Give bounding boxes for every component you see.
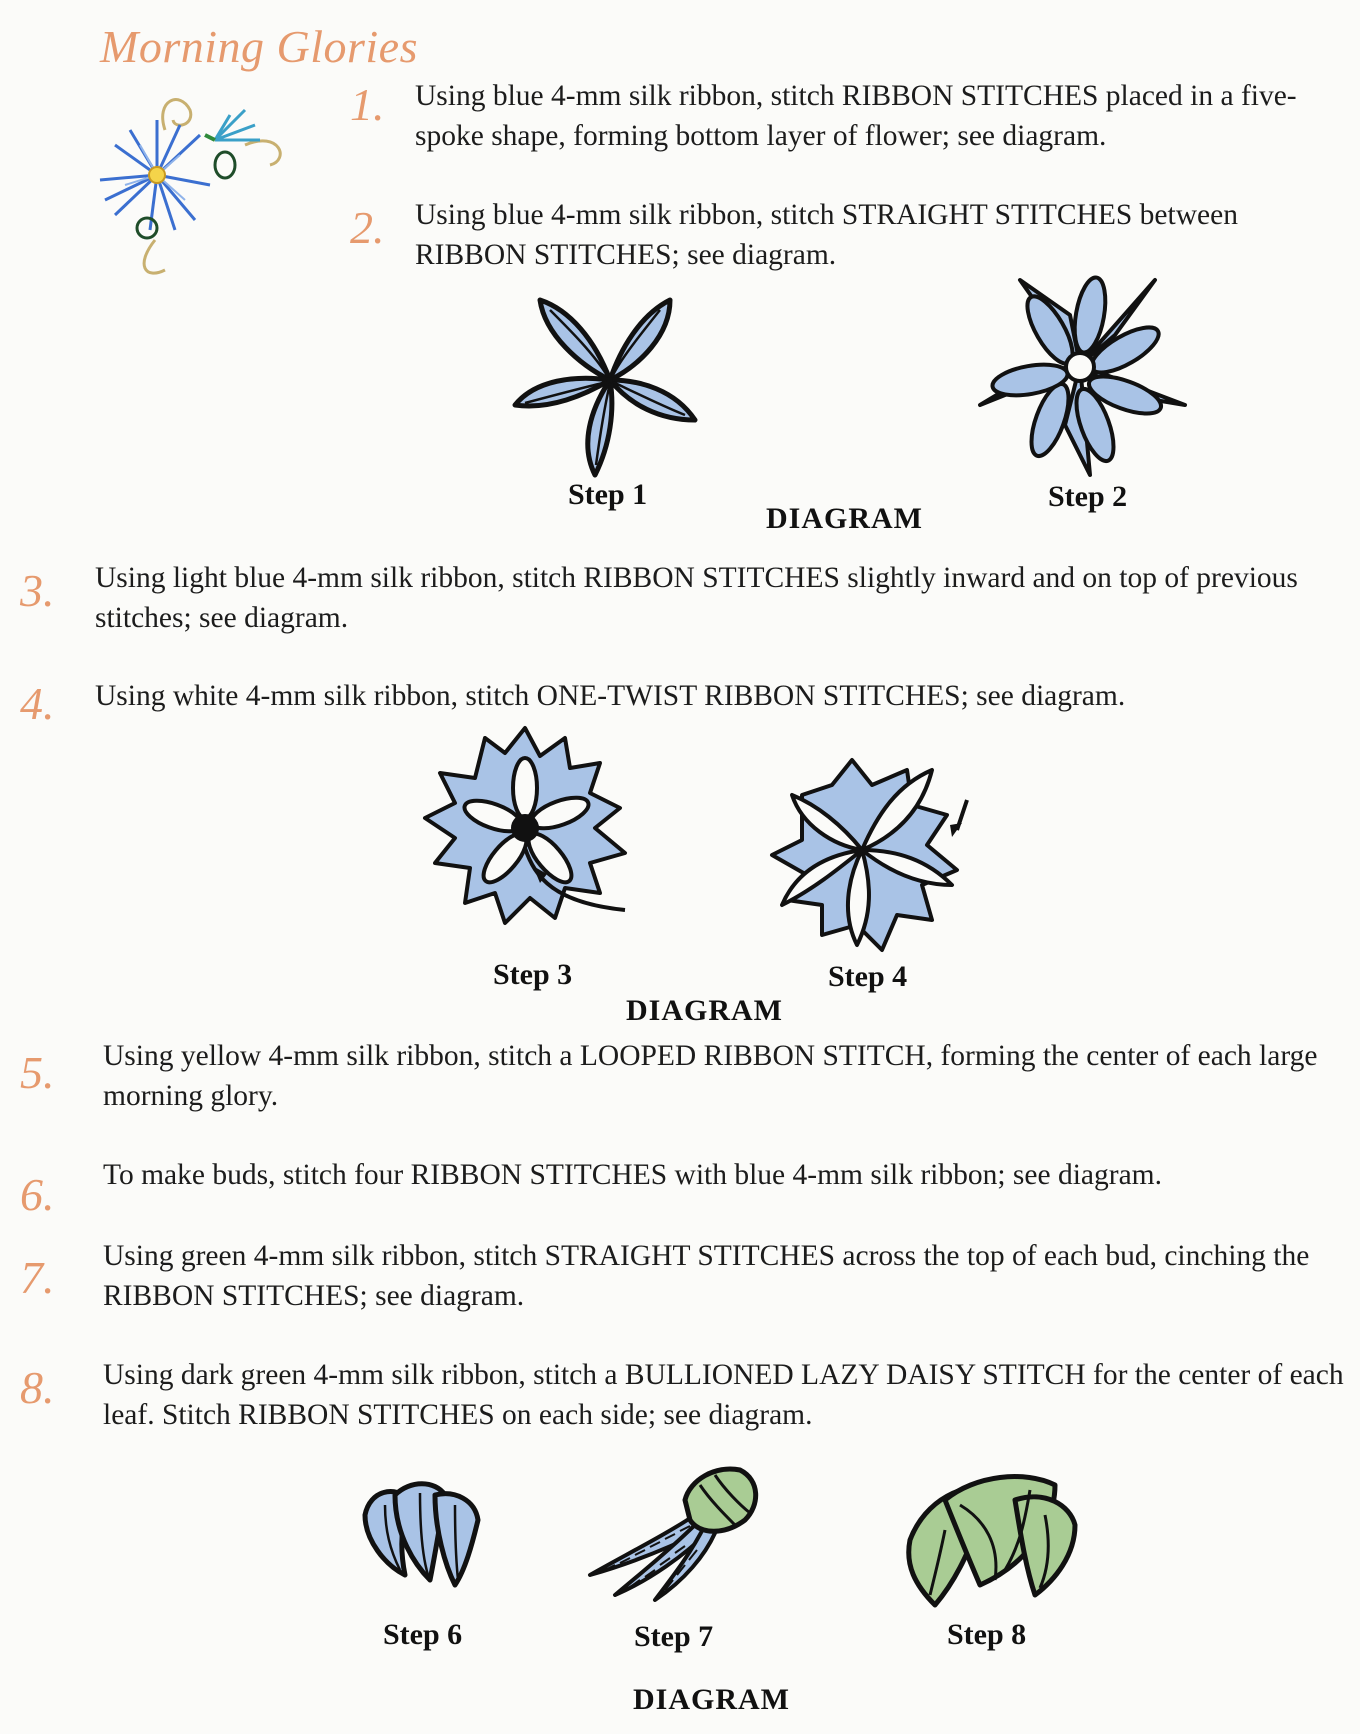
step-text: Using blue 4-mm silk ribbon, stitch STRAIGHT STITCHES between RIBBON STITCHES; see diagram. [415, 199, 1238, 271]
diagram-caption: DIAGRAM [766, 502, 923, 535]
step-label: Step 2 [1048, 480, 1128, 513]
step-label: Step 6 [383, 1618, 463, 1651]
layered-flower-icon [762, 755, 977, 960]
step-text: Using blue 4-mm silk ribbon, stitch RIBBON STITCHES placed in a five-spoke shape, forming bottom layer of flower; see diagram. [415, 80, 1297, 152]
step-number: 1. [350, 79, 385, 130]
step-label: Step 4 [828, 960, 908, 993]
step-label: Step 7 [634, 1620, 714, 1653]
step-text: Using green 4-mm silk ribbon, stitch STRAIGHT STITCHES across the top of each bud, cinching the RIBBON STITCHES; see diagram. [103, 1240, 1310, 1312]
diagram-caption: DIAGRAM [626, 994, 783, 1027]
step-label: Step 3 [493, 958, 573, 991]
page-title: Morning Glories [100, 21, 418, 72]
five-petal-flower-icon [510, 295, 700, 480]
step-number: 7. [20, 1252, 55, 1303]
leaf-icon [905, 1470, 1080, 1610]
step-text: To make buds, stitch four RIBBON STITCHES with blue 4-mm silk ribbon; see diagram. [103, 1159, 1163, 1191]
step-number: 6. [20, 1169, 55, 1220]
step-number: 8. [20, 1362, 55, 1413]
layered-flower-icon [975, 275, 1190, 475]
flower-illustration-icon [95, 90, 305, 280]
diagram-caption: DIAGRAM [633, 1683, 790, 1716]
step-label: Step 1 [568, 478, 648, 511]
step-text: Using yellow 4-mm silk ribbon, stitch a LOOPED RIBBON STITCH, forming the center of each large morning glory. [103, 1040, 1318, 1112]
bud-icon [360, 1475, 485, 1590]
layered-flower-icon [425, 728, 630, 943]
step-text: Using dark green 4-mm silk ribbon, stitch a BULLIONED LAZY DAISY STITCH for the center of each leaf. Stitch RIBBON STITCHES on each side; see diagram. [103, 1359, 1344, 1431]
step-label: Step 8 [947, 1618, 1027, 1651]
bud-icon [585, 1465, 760, 1600]
step-number: 5. [20, 1047, 55, 1098]
step-number: 3. [20, 565, 55, 616]
step-text: Using light blue 4-mm silk ribbon, stitch RIBBON STITCHES slightly inward and on top of previous stitches; see diagram. [95, 562, 1298, 634]
step-number: 4. [20, 678, 55, 729]
step-number: 2. [350, 202, 385, 253]
step-text: Using white 4-mm silk ribbon, stitch ONE-TWIST RIBBON STITCHES; see diagram. [95, 680, 1126, 712]
